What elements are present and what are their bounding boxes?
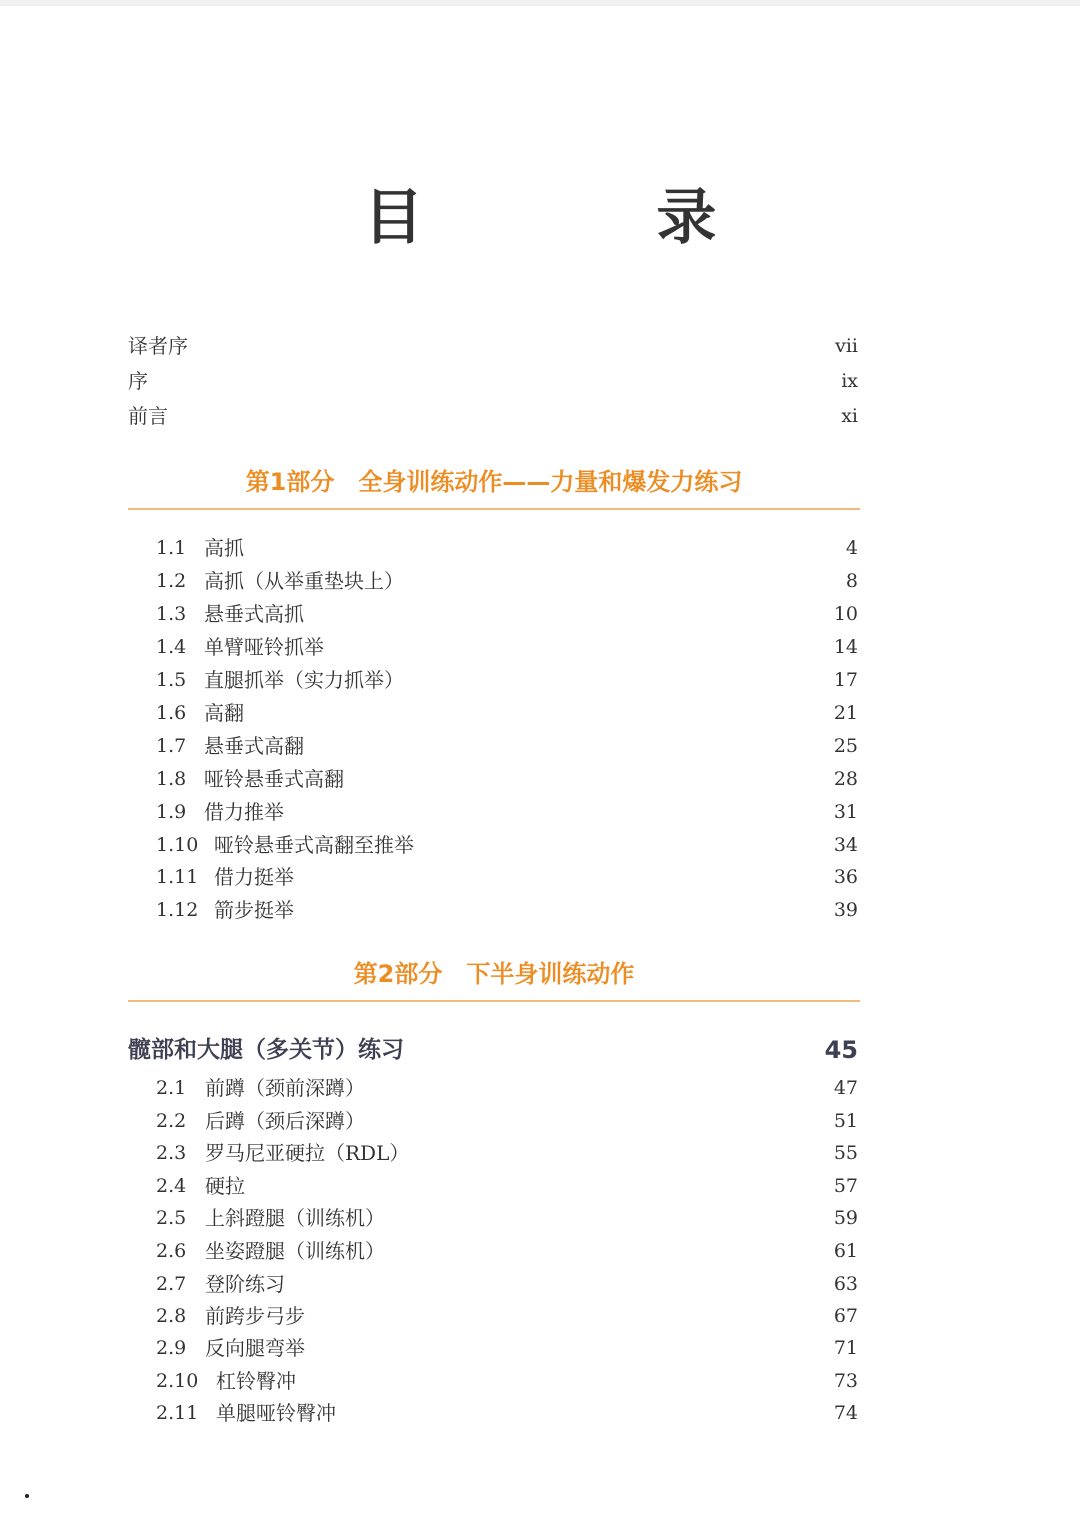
toc-front-item[interactable] [0,330,1080,363]
entry-title: 哑铃悬垂式高翻 [204,767,344,791]
entry-title: 单臂哑铃抓举 [204,635,324,659]
entry-title: 硬拉 [205,1174,245,1198]
toc-entry[interactable] [0,1072,1080,1105]
toc-section[interactable] [0,1030,1080,1070]
entry-page: 73 [833,1370,858,1392]
entry-page: 61 [833,1240,858,1262]
entry-number: 2.2 [156,1110,187,1132]
entry-number: 1.5 [156,669,187,691]
toc-entry[interactable] [0,1235,1080,1268]
entry-number: 2.3 [156,1142,187,1164]
entry-number: 2.5 [156,1207,187,1229]
entry-page: 36 [833,866,858,888]
entry-number: 1.2 [156,570,187,592]
toc-entry[interactable] [0,664,1080,697]
entry-title: 高翻 [204,701,244,725]
entry-title: 借力挺举 [214,865,294,889]
entry-number: 1.9 [156,801,187,823]
section-page: 45 [824,1036,858,1064]
entry-page: 4 [845,537,858,559]
entry-page: 63 [833,1273,858,1295]
toc-entry[interactable] [0,763,1080,796]
entry-title: 前跨步弓步 [205,1304,305,1328]
entry-page: 28 [833,768,858,790]
entry-page: 59 [833,1207,858,1229]
toc-front-label: 前言 [128,404,168,428]
entry-page: 39 [833,899,858,921]
entry-title: 箭步挺举 [214,898,294,922]
entry-number: 2.4 [156,1175,187,1197]
entry-number: 2.1 [156,1077,187,1099]
toc-front-page: xi [841,405,858,427]
toc-front-label: 序 [128,369,148,393]
toc-entry[interactable] [0,631,1080,664]
entry-number: 1.8 [156,768,187,790]
entry-title: 高抓（从举重垫块上） [204,569,404,593]
entry-page: 67 [833,1305,858,1327]
entry-number: 1.4 [156,636,187,658]
entry-page: 8 [845,570,858,592]
entry-title: 悬垂式高翻 [204,734,304,758]
entry-page: 10 [833,603,858,625]
toc-entry[interactable] [0,1170,1080,1203]
entry-number: 1.6 [156,702,187,724]
entry-title: 坐姿蹬腿（训练机） [205,1239,385,1263]
entry-title: 单腿哑铃臀冲 [216,1401,336,1425]
entry-number: 2.10 [156,1370,199,1392]
toc-front-item[interactable] [0,365,1080,398]
top-edge [0,0,1080,6]
entry-title: 后蹲（颈后深蹲） [205,1109,365,1133]
entry-page: 71 [833,1337,858,1359]
part-title: 第1部分 全身训练动作——力量和爆发力练习 [245,468,743,496]
toc-entry[interactable] [0,1332,1080,1365]
entry-page: 25 [833,735,858,757]
toc-entry[interactable] [0,565,1080,598]
entry-page: 34 [833,834,858,856]
entry-number: 2.8 [156,1305,187,1327]
entry-page: 17 [833,669,858,691]
toc-entry[interactable] [0,598,1080,631]
toc-entry[interactable] [0,1397,1080,1430]
entry-number: 1.7 [156,735,187,757]
entry-page: 21 [833,702,858,724]
toc-entry[interactable] [0,730,1080,763]
entry-number: 2.11 [156,1402,199,1424]
toc-entry[interactable] [0,861,1080,894]
entry-title: 罗马尼亚硬拉（RDL） [205,1141,410,1165]
part-divider [128,508,860,510]
entry-title: 反向腿弯举 [205,1336,305,1360]
toc-entry[interactable] [0,1105,1080,1138]
toc-entry[interactable] [0,894,1080,927]
entry-title: 直腿抓举（实力抓举） [204,668,404,692]
entry-number: 2.7 [156,1273,187,1295]
entry-title: 悬垂式高抓 [204,602,304,626]
toc-front-page: ix [841,370,858,392]
entry-title: 上斜蹬腿（训练机） [205,1206,385,1230]
section-title: 髋部和大腿（多关节）练习 [128,1037,404,1063]
entry-title: 借力推举 [204,800,284,824]
toc-entry[interactable] [0,697,1080,730]
entry-page: 31 [833,801,858,823]
toc-entry[interactable] [0,1268,1080,1301]
part-2-heading [128,956,860,1002]
entry-number: 1.1 [156,537,187,559]
entry-title: 哑铃悬垂式高翻至推举 [214,833,414,857]
entry-page: 51 [833,1110,858,1132]
entry-number: 2.9 [156,1337,187,1359]
part-divider [128,1000,860,1002]
part-1-heading [128,464,860,510]
toc-front-item[interactable] [0,400,1080,433]
entry-page: 57 [833,1175,858,1197]
entry-number: 1.10 [156,834,199,856]
entry-page: 55 [833,1142,858,1164]
entry-title: 登阶练习 [205,1272,285,1296]
part-title: 第2部分 下半身训练动作 [353,960,635,988]
toc-entry[interactable] [0,1202,1080,1235]
stray-mark [25,1494,29,1498]
entry-title: 高抓 [204,536,244,560]
entry-number: 2.6 [156,1240,187,1262]
entry-title: 前蹲（颈前深蹲） [205,1076,365,1100]
toc-front-page: vii [835,335,858,357]
toc-entry[interactable] [0,532,1080,565]
entry-page: 47 [833,1077,858,1099]
toc-entry[interactable] [0,1137,1080,1170]
toc-entry[interactable] [0,1300,1080,1333]
toc-front-label: 译者序 [128,334,188,358]
entry-number: 1.11 [156,866,199,888]
toc-entry[interactable] [0,829,1080,862]
entry-page: 74 [833,1402,858,1424]
entry-title: 杠铃臀冲 [216,1369,296,1393]
toc-entry[interactable] [0,1365,1080,1398]
entry-number: 1.12 [156,899,199,921]
entry-number: 1.3 [156,603,187,625]
entry-page: 14 [833,636,858,658]
toc-entry[interactable] [0,796,1080,829]
page-title: 目 录 [363,183,823,253]
